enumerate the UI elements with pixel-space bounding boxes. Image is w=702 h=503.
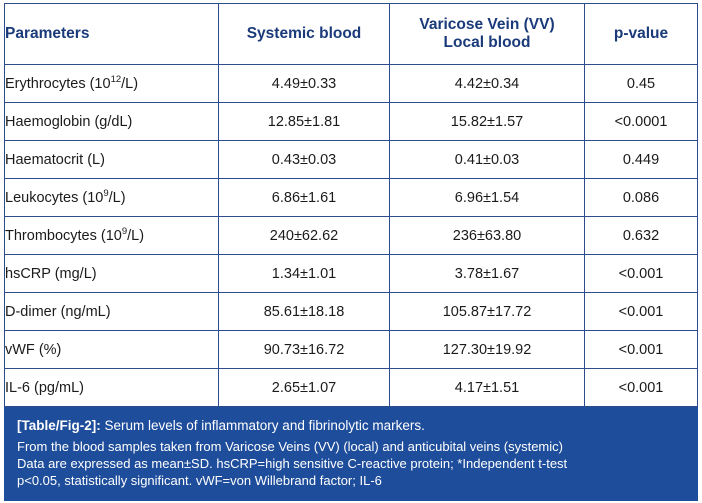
cell-pvalue: 0.45 bbox=[585, 65, 698, 103]
parameter-exponent: 12 bbox=[110, 73, 122, 85]
cell-local: 236±63.80 bbox=[390, 217, 585, 255]
cell-pvalue: <0.001 bbox=[585, 369, 698, 407]
cell-parameter bbox=[5, 293, 219, 331]
cell-pvalue: <0.0001 bbox=[585, 103, 698, 141]
parameter-unit-tail: /L) bbox=[127, 227, 145, 244]
parameter-exponent: 9 bbox=[121, 225, 128, 237]
parameter-text: vWF (%) bbox=[5, 341, 62, 358]
parameter-text: Haematocrit (L) bbox=[5, 151, 105, 168]
cell-parameter bbox=[5, 255, 219, 293]
caption-line-2: From the blood samples taken from Varicose Veins (VV) (local) and anticubital veins (systemic) bbox=[17, 438, 563, 454]
table-row bbox=[5, 255, 698, 293]
table-figure-container bbox=[0, 3, 702, 503]
caption-title: Serum levels of inflammatory and fibrinolytic markers. bbox=[100, 418, 425, 433]
cell-parameter bbox=[5, 103, 219, 141]
cell-systemic: 6.86±1.61 bbox=[219, 179, 390, 217]
table-header bbox=[5, 4, 698, 65]
table-row bbox=[5, 369, 698, 407]
parameter-text: D-dimer (ng/mL) bbox=[5, 303, 111, 320]
table-row bbox=[5, 179, 698, 217]
column-header-parameters: Parameters bbox=[5, 4, 219, 65]
caption-title-line bbox=[17, 417, 685, 435]
table-caption bbox=[4, 407, 698, 501]
cell-pvalue: <0.001 bbox=[585, 293, 698, 331]
caption-line-3: Data are expressed as mean±SD. hsCRP=high sensitive C-reactive protein; *Independent t-test bbox=[17, 455, 568, 471]
cell-systemic: 0.43±0.03 bbox=[219, 141, 390, 179]
cell-parameter bbox=[5, 141, 219, 179]
column-header-vv-line2: Local blood bbox=[443, 34, 531, 51]
cell-local: 105.87±17.72 bbox=[390, 293, 585, 331]
table-row bbox=[5, 141, 698, 179]
cell-pvalue: 0.632 bbox=[585, 217, 698, 255]
cell-pvalue: 0.086 bbox=[585, 179, 698, 217]
table-body bbox=[5, 65, 698, 407]
cell-local: 4.17±1.51 bbox=[390, 369, 585, 407]
cell-local: 6.96±1.54 bbox=[390, 179, 585, 217]
cell-local: 127.30±19.92 bbox=[390, 331, 585, 369]
results-table bbox=[4, 3, 698, 407]
parameter-exponent: 9 bbox=[103, 187, 109, 199]
cell-local: 0.41±0.03 bbox=[390, 141, 585, 179]
parameter-unit-tail: /L) bbox=[121, 75, 139, 92]
cell-systemic: 2.65±1.07 bbox=[219, 369, 390, 407]
table-row bbox=[5, 103, 698, 141]
column-header-systemic-blood: Systemic blood bbox=[219, 4, 390, 65]
caption-line-4: p<0.05, statistically significant. vWF=von Willebrand factor; IL-6 bbox=[17, 473, 382, 489]
table-header-row bbox=[5, 4, 698, 65]
parameter-text: Erythrocytes (10 bbox=[5, 75, 111, 92]
table-row bbox=[5, 293, 698, 331]
parameter-text: Leukocytes (10 bbox=[5, 189, 104, 206]
cell-pvalue: <0.001 bbox=[585, 331, 698, 369]
column-header-vv-line1: Varicose Vein (VV) bbox=[419, 16, 555, 34]
cell-parameter bbox=[5, 65, 219, 103]
cell-local: 15.82±1.57 bbox=[390, 103, 585, 141]
table-row bbox=[5, 65, 698, 103]
cell-systemic: 1.34±1.01 bbox=[219, 255, 390, 293]
column-header-varicose-vein-local-blood bbox=[390, 4, 585, 65]
cell-parameter bbox=[5, 331, 219, 369]
table-row bbox=[5, 331, 698, 369]
cell-local: 4.42±0.34 bbox=[390, 65, 585, 103]
parameter-text: IL-6 (pg/mL) bbox=[5, 379, 84, 396]
cell-systemic: 240±62.62 bbox=[219, 217, 390, 255]
parameter-text: Haemoglobin (g/dL) bbox=[5, 113, 133, 130]
parameter-text: Thrombocytes (10 bbox=[5, 227, 122, 244]
cell-parameter bbox=[5, 369, 219, 407]
cell-systemic: 12.85±1.81 bbox=[219, 103, 390, 141]
cell-pvalue: 0.449 bbox=[585, 141, 698, 179]
column-header-p-value: p-value bbox=[585, 4, 698, 65]
cell-systemic: 90.73±16.72 bbox=[219, 331, 390, 369]
cell-parameter bbox=[5, 179, 219, 217]
cell-local: 3.78±1.67 bbox=[390, 255, 585, 293]
caption-label: [Table/Fig-2]: bbox=[17, 418, 101, 433]
cell-pvalue: <0.001 bbox=[585, 255, 698, 293]
parameter-unit-tail: /L) bbox=[108, 189, 126, 206]
cell-parameter bbox=[5, 217, 219, 255]
cell-systemic: 85.61±18.18 bbox=[219, 293, 390, 331]
table-row bbox=[5, 217, 698, 255]
cell-systemic: 4.49±0.33 bbox=[219, 65, 390, 103]
parameter-text: hsCRP (mg/L) bbox=[5, 265, 97, 282]
